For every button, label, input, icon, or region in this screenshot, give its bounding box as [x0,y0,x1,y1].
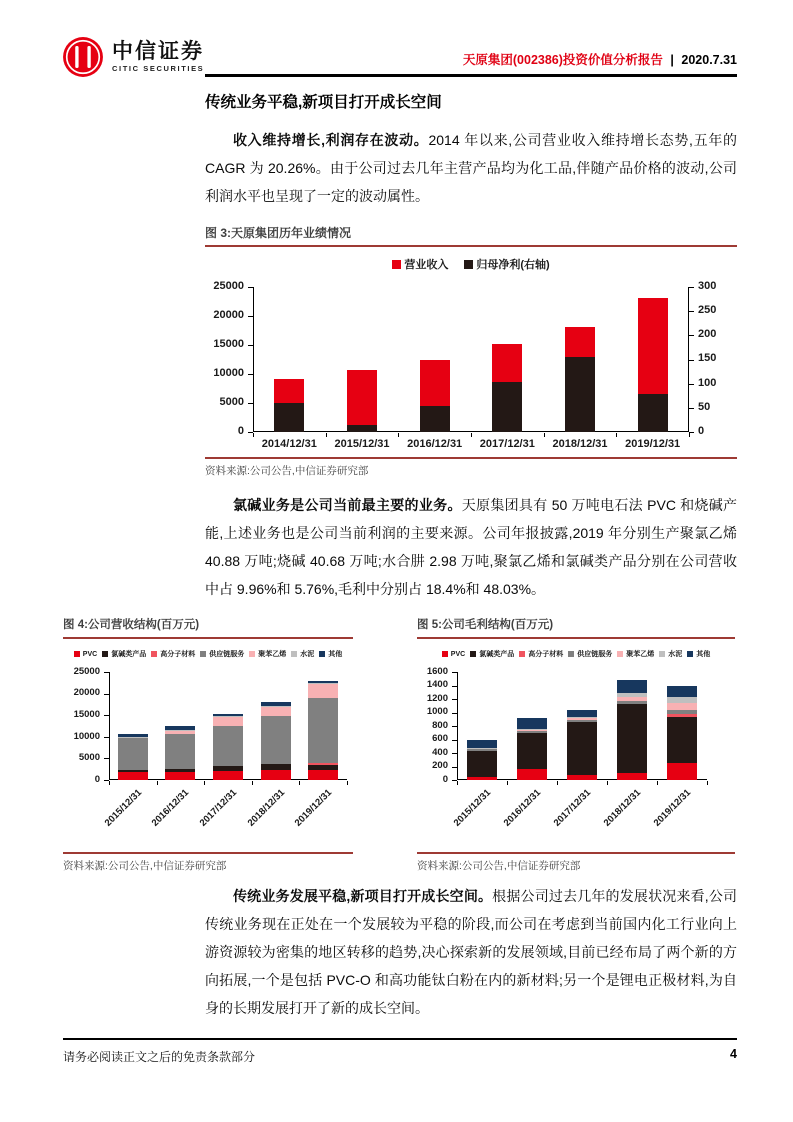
y2-axis-label: 300 [698,279,717,292]
bar-segment [667,763,697,780]
bar-segment [467,749,497,751]
bar-segment [517,729,547,730]
bar-segment [165,734,195,769]
bar-segment [467,751,497,777]
bar-segment [308,770,338,780]
y-axis-tick [452,686,457,687]
y2-axis-label: 250 [698,304,717,317]
bar-segment [308,684,338,698]
bar-segment [118,734,148,737]
legend-swatch-icon [687,651,693,657]
legend-item [249,649,286,659]
y2-axis-tick [689,287,694,288]
x-axis-tick [544,433,545,437]
legend-label: 供应链服务 [209,651,245,658]
legend-swatch-icon [249,651,255,657]
legend-item [687,649,710,659]
bar-segment [165,772,195,780]
x-axis-tick [109,781,110,785]
x-axis-tick [507,781,508,785]
paragraph-2-lead: 氯碱业务是公司当前最主要的业务。 [233,497,462,513]
bar-segment [617,773,647,780]
section-heading: 传统业务平稳,新项目打开成长空间 [205,94,442,111]
x-axis-tick [157,781,158,785]
x-axis-tick [471,433,472,437]
bar [347,370,377,432]
bar [565,357,595,432]
x-axis-label: 2015/12/31 [102,787,144,829]
y-axis-tick [452,740,457,741]
figure-3-title-rule [205,245,737,247]
x-axis-tick [607,781,608,785]
legend-label: 其他 [696,651,711,658]
y-axis-tick [452,753,457,754]
y-axis-tick [452,767,457,768]
legend-item [151,649,195,659]
y-axis-label: 400 [432,746,448,758]
bar [274,403,304,432]
legend-item [519,649,563,659]
x-axis-label: 2019/12/31 [625,438,681,450]
y2-axis-label: 150 [698,352,717,365]
y-axis-label: 10000 [73,730,100,742]
legend-label: 聚苯乙烯 [258,651,287,658]
legend-item [319,649,342,659]
legend-swatch-icon [464,260,473,269]
bar-segment [567,717,597,718]
y-axis-tick [452,672,457,673]
bar-segment [517,769,547,780]
legend-item [617,649,654,659]
x-axis-label: 2017/12/31 [479,438,535,450]
bar-segment [567,718,597,720]
bar-segment [617,701,647,704]
bar-segment [667,717,697,763]
y-axis-label: 1600 [426,665,448,677]
bar-segment [165,769,195,772]
legend-item [568,649,612,659]
figure-3 [205,224,737,476]
y-axis-label: 0 [237,424,244,437]
bar-segment [667,714,697,717]
bar [492,382,522,432]
legend-swatch-icon [617,651,623,657]
figure-5-bottom-rule [417,852,735,854]
legend-label: 高分子材料 [528,651,564,658]
figure-3-bottom-rule [205,457,737,459]
bar-segment [118,772,148,780]
bar-segment [617,704,647,772]
logo-text [112,41,204,72]
x-axis-tick [557,781,558,785]
bar-segment [261,706,291,707]
citic-logo [62,36,204,78]
bar-segment [467,740,497,749]
figure-4-bottom-rule [63,852,353,854]
header-date: 2020.7.31 [681,53,737,67]
bar-segment [261,716,291,764]
legend-swatch-icon [519,651,525,657]
bar [420,406,450,432]
y-axis-label: 15000 [213,337,244,350]
legend-swatch-icon [392,260,401,269]
figure-4-legend [63,649,353,659]
y-axis-tick [452,726,457,727]
y-axis-label: 5000 [219,395,244,408]
y-axis-label: 1400 [426,679,448,691]
y-axis-label: 600 [432,733,448,745]
bar-segment [667,686,697,697]
y2-axis-tick [689,311,694,312]
paragraph-1-lead: 收入维持增长,利润存在波动。 [233,132,429,148]
bar-segment [308,765,338,770]
bar-segment [517,718,547,729]
bar-segment [617,697,647,701]
paragraph-2-rest: 天原集团具有 50 万吨电石法 PVC 和烧碱产能,上述业务也是公司当前利润的主要来源。公司年报披露,2019 年分别生产聚氯乙烯 40.88 万吨;烧碱 40.68 万吨;水合肼 2.98 万吨,聚氯乙烯和氯碱类产品分别在公司营收中占 9.96%和 5.76%,毛利中分别占 18.4%和 48.03%。 [205,497,738,597]
y-axis-label: 15000 [73,708,100,720]
bar-segment [667,703,697,710]
bar-segment [213,714,243,716]
bar [347,425,377,432]
bar-segment [567,720,597,722]
legend-label: 营业收入 [404,259,449,271]
bar-segment [517,733,547,769]
x-axis-tick [457,781,458,785]
y2-axis-label: 100 [698,376,717,389]
y-axis-tick [248,374,253,375]
bar-segment [308,681,338,684]
x-axis-tick [689,433,690,437]
y-axis-label: 25000 [213,279,244,292]
bar-segment [118,737,148,738]
legend-item [659,649,682,659]
y-axis-tick [104,672,109,673]
legend-label: PVC [450,650,466,658]
bar-segment [667,710,697,714]
y2-axis-tick [689,408,694,409]
bar-segment [308,763,338,765]
x-axis-label: 2018/12/31 [552,438,608,450]
x-axis-tick [347,781,348,785]
x-axis-tick [398,433,399,437]
legend-label: 归母净利(右轴) [476,259,550,271]
footer-rule [63,1038,737,1040]
y2-axis-label: 50 [698,400,711,413]
x-axis-label: 2016/12/31 [150,787,192,829]
chart-plot-area [253,287,689,432]
bar-segment [213,766,243,771]
bar-segment [118,770,148,772]
y-axis-label: 800 [432,719,448,731]
legend-swatch-icon [291,651,297,657]
bar-segment [213,717,243,726]
bar-segment [517,731,547,733]
bar-segment [118,737,148,738]
bar-segment [567,710,597,717]
y-axis-label: 20000 [73,687,100,699]
y-axis-tick [452,713,457,714]
bar-segment [617,680,647,693]
bar-segment [517,730,547,731]
legend-label: 水泥 [668,651,683,658]
y-axis-tick [104,715,109,716]
x-axis-tick [657,781,658,785]
legend-label: 氯碱类产品 [479,651,515,658]
y-axis-label: 10000 [213,366,244,379]
x-axis-label: 2018/12/31 [601,787,644,829]
figure-4-title-rule [63,637,353,639]
legend-label: 高分子材料 [160,651,196,658]
bar-segment [308,698,338,763]
x-axis-label: 2016/12/31 [501,787,544,829]
paragraph-1-rest: 2014 年以来,公司营业收入维持增长态势,五年的 CAGR 为 20.26%。由于公司过去几年主营产品均为化工品,伴随产品价格的波动,公司利润水平也呈现了一定的波动属性。 [205,132,738,204]
x-axis-label: 2015/12/31 [451,787,494,829]
bar-segment [261,702,291,706]
footer-disclaimer: 请务必阅读正文之后的免责条款部分 [63,1050,256,1064]
x-axis-tick [252,781,253,785]
legend-swatch-icon [470,651,476,657]
x-axis-tick [616,433,617,437]
x-axis-label: 2019/12/31 [651,787,694,829]
x-axis-label: 2015/12/31 [334,438,390,450]
figure-5-source: 资料来源:公司公告,中信证券研究部 [417,860,581,872]
figure-3-chart [205,279,737,457]
x-axis-label: 2018/12/31 [245,787,287,829]
x-axis-label: 2019/12/31 [292,787,335,829]
legend-swatch-icon [151,651,157,657]
bar-segment [261,707,291,716]
figure-4-title: 图 4:公司营收结构(百万元) [63,619,200,631]
figure-5-title: 图 5:公司毛利结构(百万元) [417,619,554,631]
bar-segment [165,726,195,730]
bar [638,394,668,432]
figure-5 [417,616,735,872]
figure-3-title: 图 3:天原集团历年业绩情况 [205,226,352,240]
legend-item [291,649,314,659]
legend-item [470,649,514,659]
figure-3-legend [205,256,737,272]
figure-5-title-rule [417,637,735,639]
y-axis-tick [248,345,253,346]
legend-swatch-icon [319,651,325,657]
logo-cn: 中信证券 [112,40,204,64]
legend-label: PVC [82,650,98,658]
bar-segment [617,693,647,697]
paragraph-3-lead: 传统业务发展平稳,新项目打开成长空间。 [233,888,493,904]
y-axis-tick [248,403,253,404]
legend-swatch-icon [102,651,108,657]
legend-swatch-icon [568,651,574,657]
x-axis-label: 2017/12/31 [551,787,594,829]
x-axis-tick [204,781,205,785]
figure-4 [63,616,353,872]
x-axis-label: 2014/12/31 [261,438,317,450]
legend-label: 水泥 [300,651,315,658]
y-axis-tick [452,699,457,700]
y-axis-label: 0 [442,773,448,785]
footer-page-number: 4 [730,1047,737,1061]
legend-label: 聚苯乙烯 [626,651,655,658]
y2-axis-label: 200 [698,328,717,341]
figure-5-legend [417,649,735,659]
y-axis-label: 1200 [426,692,448,704]
header-title-red: 天原集团(002386)投资价值分析报告 [462,53,663,67]
legend-label: 供应链服务 [577,651,613,658]
y-axis-label: 5000 [78,752,100,764]
y2-axis-tick [689,360,694,361]
bar-segment [213,716,243,717]
legend-swatch-icon [659,651,665,657]
header-separator: | [670,53,674,67]
legend-item [392,256,448,272]
y-axis-label: 0 [94,773,100,785]
y-axis-tick [248,316,253,317]
citic-emblem-icon [62,36,104,78]
x-axis-tick [707,781,708,785]
bar-segment [165,730,195,734]
bar-segment [261,764,291,770]
legend-label: 氯碱类产品 [111,651,147,658]
legend-swatch-icon [74,651,80,657]
bar-segment [567,775,597,780]
bar-segment [165,730,195,731]
y-axis-tick [104,758,109,759]
figure-3-source: 资料来源:公司公告,中信证券研究部 [205,465,369,477]
legend-item [200,649,244,659]
y2-axis-label: 0 [698,424,705,437]
paragraph-2 [205,491,737,603]
legend-item [442,651,465,658]
figure-4-chart [63,665,353,847]
legend-item [464,256,549,272]
y-axis-tick [104,737,109,738]
paragraph-3-rest: 根据公司过去几年的发展状况来看,公司传统业务现在正处在一个发展较为平稳的阶段,而公司在考虑到当前国内化工行业向上游资源较为密集的地区转移的趋势,决心探索新的发展领域,目前已经布局了两个新的方向拓展,一个是包括 PVC-O 和高功能钛白粉在内的新材料;另一个是锂电正极材料,为自身的长期发展打开了新的成长空间。 [205,888,737,1016]
x-axis-label: 2016/12/31 [407,438,463,450]
bar-segment [467,777,497,780]
y2-axis-tick [689,335,694,336]
y-axis-tick [248,287,253,288]
header-rule [205,74,737,77]
paragraph-3 [205,882,737,1022]
legend-label: 其他 [328,651,343,658]
y-axis-label: 20000 [213,308,244,321]
y2-axis-tick [689,384,694,385]
bar-segment [667,697,697,703]
bar-segment [567,722,597,775]
y-axis-label: 200 [432,760,448,772]
figure-5-chart [417,665,735,847]
legend-item [102,649,146,659]
bar-segment [213,771,243,780]
legend-swatch-icon [442,651,448,657]
legend-item [74,651,97,658]
x-axis-label: 2017/12/31 [197,787,240,829]
report-header-title [205,50,737,68]
bar-segment [261,770,291,780]
bar-segment [118,738,148,770]
x-axis-tick [253,433,254,437]
y-axis-label: 25000 [73,665,100,677]
figure-4-source: 资料来源:公司公告,中信证券研究部 [63,860,227,872]
x-axis-tick [326,433,327,437]
legend-swatch-icon [200,651,206,657]
paragraph-1 [205,126,737,210]
y-axis-tick [104,694,109,695]
logo-en: CITIC SECURITIES [112,63,205,73]
bar-segment [467,748,497,749]
x-axis-tick [299,781,300,785]
y-axis-label: 1000 [426,706,448,718]
bar-segment [213,726,243,767]
